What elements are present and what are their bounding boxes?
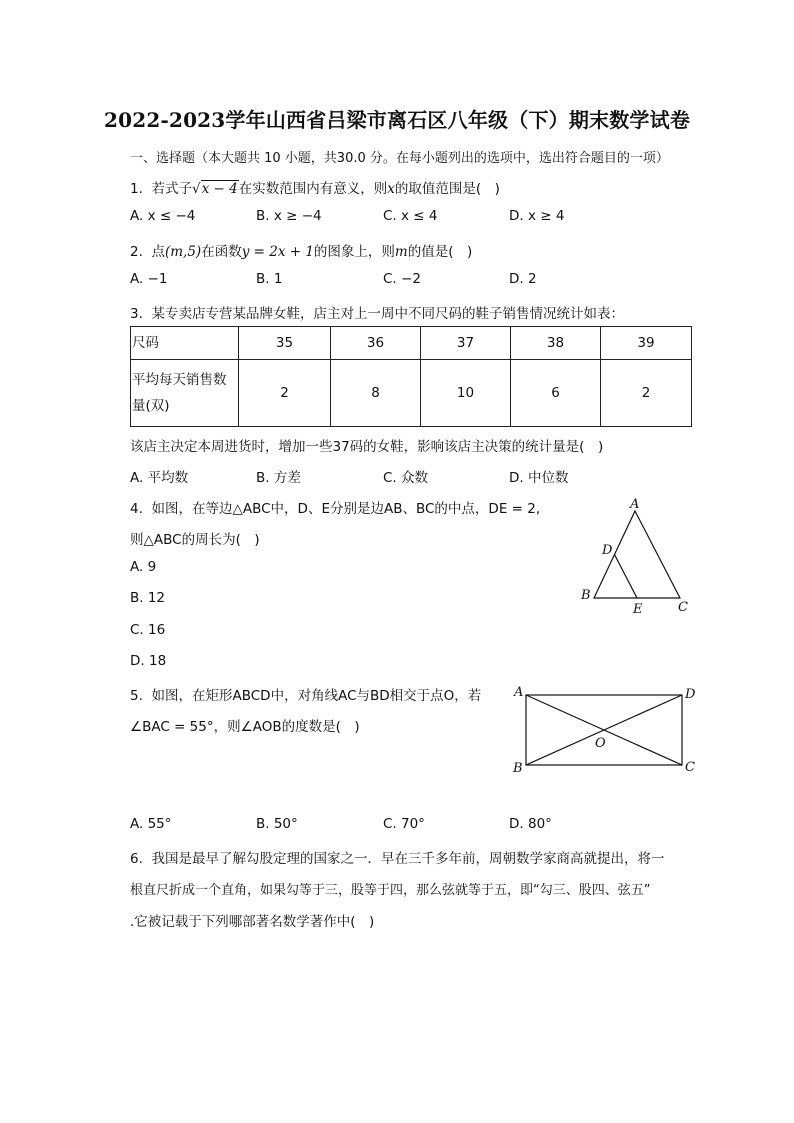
option-a: A. 平均数: [130, 470, 189, 486]
question-text: 在实数范围内有意义，则: [238, 181, 388, 197]
option-b: B. 50°: [256, 816, 298, 832]
question-text: 某专卖店专营某品牌女鞋，店主对上一周中不同尺码的鞋子销售情况统计如表：: [151, 306, 624, 322]
question-number: 2.: [130, 244, 143, 260]
question-text: 该店主决定本周进货时，增加一些37码的女鞋，影响该店主决策的统计量是( ): [130, 439, 604, 455]
label-a: A: [630, 497, 640, 512]
option-d: D. 80°: [509, 816, 552, 832]
label-c: C: [678, 600, 688, 615]
option-a: A. 9: [130, 559, 157, 575]
label-d: D: [685, 687, 696, 702]
label-c: C: [685, 760, 695, 775]
question-text: 的值是( ): [407, 244, 473, 260]
segment-de: [615, 555, 638, 599]
function-expr: y = 2x + 1: [241, 244, 314, 260]
question-6: [130, 847, 664, 867]
option-d: D. 中位数: [509, 470, 569, 486]
question-number: 3.: [130, 306, 143, 322]
option-c: C. x ≤ 4: [383, 208, 438, 224]
row-label-line: 量(双): [132, 398, 170, 414]
table-cell: 10: [421, 360, 511, 427]
question-number: 1.: [130, 181, 143, 197]
label-e: E: [633, 602, 643, 617]
variable: x: [387, 181, 395, 197]
table-cell: 39: [601, 327, 692, 360]
variable: m: [394, 244, 408, 260]
row-label-line: 平均每天销售数: [132, 372, 227, 388]
table-cell: 8: [331, 360, 421, 427]
table-cell: 2: [601, 360, 692, 427]
sales-table: [130, 326, 692, 427]
question-text: ∠BAC = 55°，则∠AOB的度数是( ): [130, 719, 360, 735]
option-d: D. 2: [509, 271, 537, 287]
question-2: [130, 240, 472, 260]
table-cell: 6: [511, 360, 601, 427]
option-d: D. x ≥ 4: [509, 208, 565, 224]
question-text: 如图，在等边△ABC中，D、E分别是边AB、BC的中点，DE = 2,: [151, 501, 541, 517]
table-row: [131, 327, 692, 360]
option-b: B. 方差: [256, 470, 301, 486]
question-text: 根直尺折成一个直角，如果勾等于三，股等于四，那么弦就等于五，即“勾三、股四、弦五”: [130, 883, 651, 898]
triangle-figure: [575, 495, 695, 620]
option-c: C. 16: [130, 622, 166, 638]
label-o: O: [595, 736, 606, 751]
question-text: 的图象上，则: [313, 244, 395, 260]
option-c: C. −2: [383, 271, 421, 287]
question-1: [130, 177, 500, 197]
option-a: A. −1: [130, 271, 168, 287]
option-c: C. 众数: [383, 470, 429, 486]
option-c: C. 70°: [383, 816, 425, 832]
question-3: [130, 302, 624, 322]
radicand: x − 4: [201, 181, 238, 197]
table-cell: 37: [421, 327, 511, 360]
question-number: 4.: [130, 501, 143, 517]
label-b: B: [513, 761, 523, 776]
label-a: A: [514, 685, 524, 700]
table-cell: 38: [511, 327, 601, 360]
sqrt-symbol: √: [191, 181, 201, 197]
option-a: A. 55°: [130, 816, 172, 832]
option-b: B. 12: [130, 590, 166, 606]
question-text: 如图，在矩形ABCD中，对角线AC与BD相交于点O，若: [151, 688, 482, 704]
question-text: 若式子: [151, 181, 192, 197]
label-b: B: [581, 588, 591, 603]
question-text: 点: [151, 244, 165, 260]
point-expr: (m,5): [164, 244, 202, 260]
question-text: 则△ABC的周长为( ): [130, 532, 260, 548]
table-cell: 36: [331, 327, 421, 360]
question-number: 6.: [130, 851, 143, 867]
table-row: [131, 360, 692, 427]
option-b: B. 1: [256, 271, 283, 287]
page-title: 2022-2023学年山西省吕梁市离石区八年级（下）期末数学试卷: [103, 108, 691, 132]
option-b: B. x ≥ −4: [256, 208, 322, 224]
table-cell: 35: [239, 327, 331, 360]
question-4: [130, 497, 540, 517]
rectangle-figure: [505, 680, 705, 780]
table-cell: 2: [239, 360, 331, 427]
label-d: D: [602, 543, 613, 558]
option-d: D. 18: [130, 653, 167, 669]
question-text: 在函数: [201, 244, 242, 260]
question-text: .它被记载于下列哪部著名数学著作中( ): [130, 914, 375, 930]
question-text: 我国是最早了解勾股定理的国家之一．早在三千多年前，周朝数学家商高就提出，将一: [151, 851, 665, 867]
question-5: [130, 684, 481, 704]
option-a: A. x ≤ −4: [130, 208, 196, 224]
section-header: 一、选择题（本大题共 10 小题，共30.0 分。在每小题列出的选项中，选出符合题目的一项）: [130, 151, 669, 166]
question-number: 5.: [130, 688, 143, 704]
table-cell: [131, 360, 239, 427]
table-cell: 尺码: [131, 327, 239, 360]
question-text: 的取值范围是( ): [394, 181, 500, 197]
